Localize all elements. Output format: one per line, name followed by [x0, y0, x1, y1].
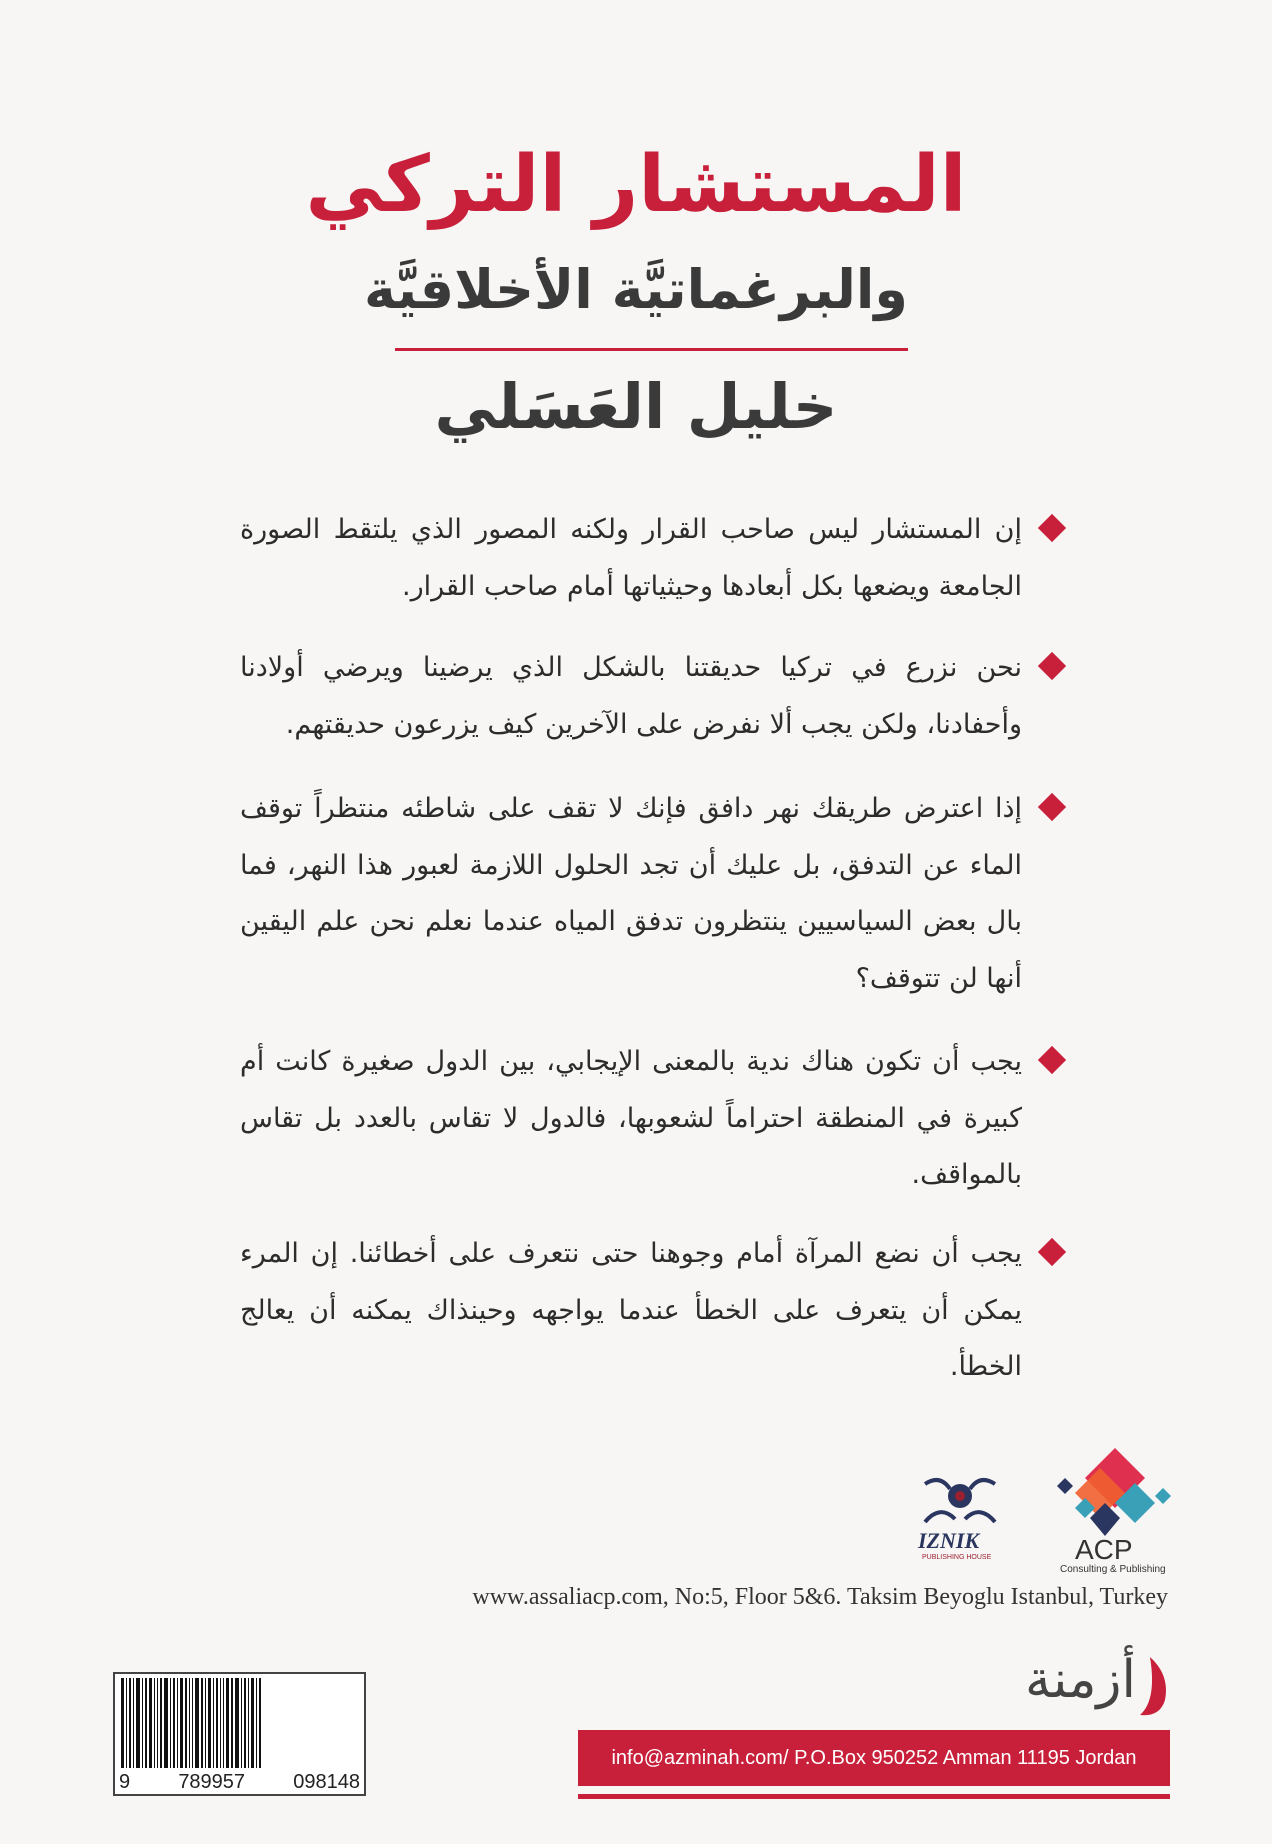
barcode-bar	[129, 1678, 131, 1768]
bullet-diamond-icon	[1038, 652, 1066, 680]
barcode-bar	[244, 1678, 246, 1768]
acp-logo-text: ACP	[1075, 1534, 1133, 1565]
barcode-bar	[121, 1678, 124, 1768]
barcode-bar	[177, 1678, 178, 1768]
book-subtitle: والبرغماتيَّة الأخلاقيَّة	[363, 258, 908, 321]
quote-paragraph: إن المستشار ليس صاحب القرار ولكنه المصور الذي يلتقط الصورة الجامعة ويضعها بكل أبعادها وحيثياتها أمام صاحب القرار.	[240, 514, 1022, 602]
azminah-logo-text: أزمنة	[1025, 1650, 1136, 1710]
barcode-bar	[208, 1678, 211, 1768]
isbn-barcode	[113, 1672, 366, 1796]
acp-logo-icon	[1055, 1448, 1173, 1538]
barcode-bar	[185, 1678, 187, 1768]
barcode-bar	[164, 1678, 168, 1768]
barcode-bar	[205, 1678, 206, 1768]
book-title: المستشار التركي	[305, 140, 967, 230]
barcode-bar	[157, 1678, 158, 1768]
iznik-ornament-icon	[920, 1474, 1000, 1530]
barcode-bar	[259, 1678, 261, 1768]
barcode-bars	[121, 1678, 360, 1768]
banner-underline	[578, 1794, 1170, 1799]
barcode-bar	[256, 1678, 257, 1768]
barcode-bar	[195, 1678, 199, 1768]
acp-tagline: Consulting & Publishing	[1060, 1564, 1166, 1575]
barcode-prefix: 9	[119, 1771, 131, 1793]
publisher-address: www.assaliacp.com, No:5, Floor 5&6. Taksim Beyoglu Istanbul, Turkey	[472, 1584, 1168, 1610]
barcode-bar	[133, 1678, 134, 1768]
barcode-bar	[231, 1678, 233, 1768]
barcode-bar	[201, 1678, 203, 1768]
barcode-bar	[142, 1678, 143, 1768]
iznik-logo-text: IZNIK	[918, 1528, 980, 1553]
bullet-diamond-icon	[1038, 793, 1066, 821]
title-divider	[395, 348, 908, 351]
barcode-bar	[248, 1678, 249, 1768]
bullet-diamond-icon	[1038, 514, 1066, 542]
quote-paragraph: إذا اعترض طريقك نهر دافق فإنك لا تقف على شاطئه منتظراً توقف الماء عن التدفق، بل عليك أن تجد الحلول اللازمة لعبور هذا النهر، فما بال بعض السياسيين ينتظرون تدفق المياه عندما نعلم نحن علم اليقين أنها لن تتوقف؟	[240, 793, 1022, 994]
barcode-bar	[173, 1678, 175, 1768]
quote-paragraph: يجب أن تكون هناك ندية بالمعنى الإيجابي، بين الدول صغيرة كانت أم كبيرة في المنطقة احتراماً لشعوبها، فالدول لا تقاس بالعدد بل تقاس بالمواقف.	[240, 1046, 1022, 1190]
quote-paragraph: يجب أن نضع المرآة أمام وجوهنا حتى نتعرف على أخطائنا. إن المرء يمكن أن يتعرف على الخطأ عندما يواجهه وحينذاك يمكنه أن يعالج الخطأ.	[240, 1238, 1022, 1382]
barcode-bar	[136, 1678, 140, 1768]
barcode-bar	[192, 1678, 193, 1768]
iznik-tagline: PUBLISHING HOUSE	[922, 1554, 992, 1561]
barcode-group-1: 789957	[178, 1771, 246, 1793]
author-name: خليل العَسَلي	[434, 370, 838, 443]
barcode-group-2: 098148	[293, 1771, 360, 1793]
bullet-diamond-icon	[1038, 1046, 1066, 1074]
barcode-bar	[213, 1678, 214, 1768]
barcode-bar	[235, 1678, 239, 1768]
contact-text: info@azminah.com/ P.O.Box 950252 Amman 11195 Jordan	[611, 1746, 1137, 1769]
barcode-bar	[160, 1678, 162, 1768]
quote-paragraph: نحن نزرع في تركيا حديقتنا بالشكل الذي يرضينا ويرضي أولادنا وأحفادنا، ولكن يجب ألا نفرض على الآخرين كيف يزرعون حديقتهم.	[240, 652, 1022, 740]
barcode-bar	[226, 1678, 229, 1768]
barcode-bar	[170, 1678, 171, 1768]
barcode-bar	[180, 1678, 183, 1768]
contact-banner	[578, 1730, 1170, 1786]
barcode-bar	[149, 1678, 152, 1768]
barcode-bar	[154, 1678, 155, 1768]
barcode-bar	[126, 1678, 127, 1768]
barcode-bar	[216, 1678, 218, 1768]
barcode-bar	[251, 1678, 254, 1768]
bullet-diamond-icon	[1038, 1238, 1066, 1266]
barcode-bar	[145, 1678, 147, 1768]
barcode-bar	[223, 1678, 224, 1768]
barcode-bar	[220, 1678, 221, 1768]
barcode-bar	[189, 1678, 190, 1768]
barcode-bar	[241, 1678, 242, 1768]
